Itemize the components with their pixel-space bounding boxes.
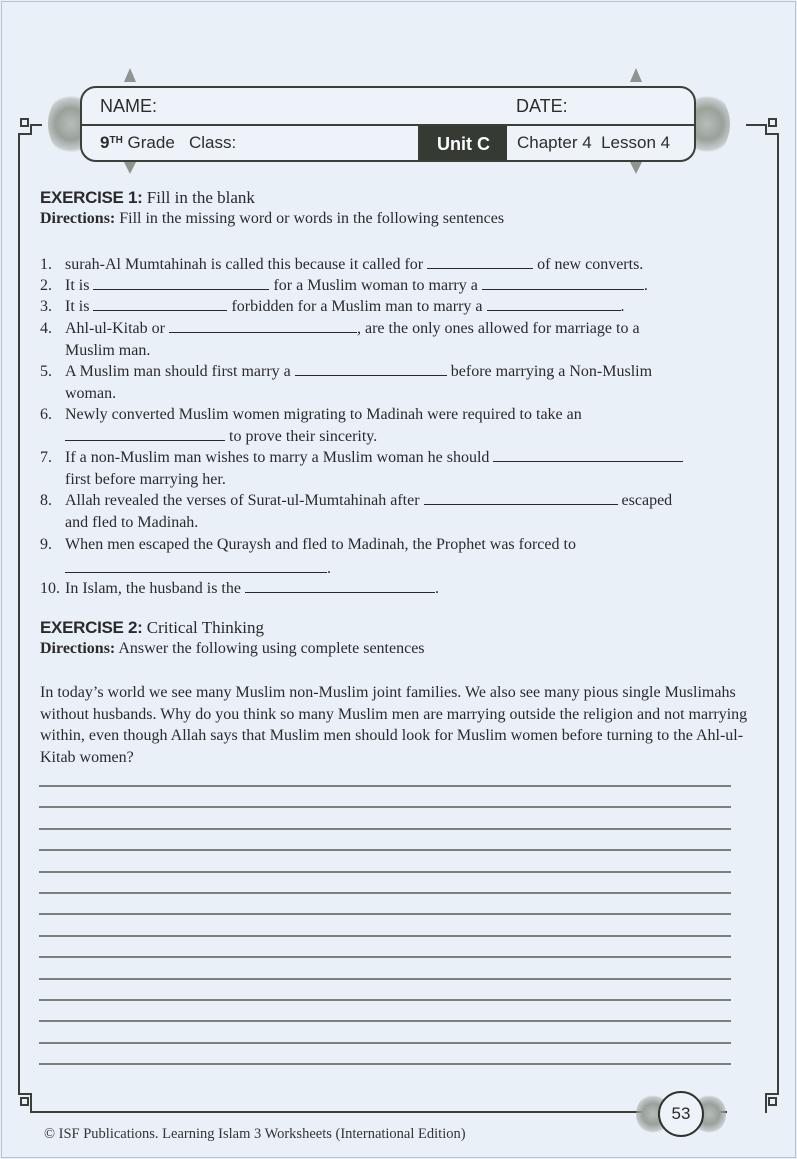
finial-top-left [124, 68, 136, 82]
question-8 [40, 490, 672, 533]
page-number: 53 [658, 1091, 704, 1137]
answer-writing-line[interactable] [39, 785, 731, 787]
question-text: It is [65, 298, 94, 315]
question-text: A Muslim man should first marry a [65, 363, 295, 380]
grade-class-label [100, 133, 236, 153]
answer-blank[interactable] [427, 254, 533, 269]
question-text: . [620, 298, 625, 315]
exercise2-heading: EXERCISE 2: [40, 618, 143, 637]
question-1 [40, 254, 643, 276]
exercise1-subheading: Fill in the blank [146, 188, 255, 207]
date-label: DATE: [516, 96, 568, 116]
class-label: Class: [188, 133, 237, 152]
answer-writing-line[interactable] [39, 871, 731, 873]
answer-writing-line[interactable] [39, 806, 731, 808]
question-5 [40, 361, 652, 404]
header-row-class [82, 126, 694, 162]
answer-blank[interactable] [245, 578, 435, 593]
question-number: 1. [40, 256, 52, 273]
question-9 [40, 533, 576, 581]
question-text: If a non-Muslim man wishes to marry a Muslim woman he should [65, 449, 494, 466]
question-text: . [434, 580, 439, 597]
question-number: 7. [40, 449, 52, 466]
finial-bottom-left [124, 162, 136, 174]
question-number: 10. [40, 580, 60, 597]
question-number: 9. [40, 536, 52, 553]
question-text: Allah revealed the verses of Surat-ul-Mumtahinah after [65, 492, 424, 509]
question-10 [40, 578, 439, 600]
chapter-lesson-label: Chapter 4 Lesson 4 [517, 133, 671, 152]
answer-writing-line[interactable] [39, 956, 731, 958]
answer-writing-line[interactable] [39, 935, 731, 937]
question-text: of new converts. [533, 256, 644, 273]
question-number: 2. [40, 277, 52, 294]
copyright-footer: © ISF Publications. Learning Islam 3 Worksheets (International Edition) [44, 1126, 466, 1142]
directions-text: Answer the following using complete sentences [118, 640, 425, 657]
question-text: , are the only ones allowed for marriage to a [356, 320, 640, 337]
question-text: for a Muslim woman to marry a [269, 277, 482, 294]
finial-top-right [630, 68, 642, 82]
question-7 [40, 447, 683, 490]
answer-blank[interactable] [295, 361, 447, 376]
question-number: 4. [40, 320, 52, 337]
name-label: NAME: [100, 96, 158, 116]
question-continuation: first before marrying her. [65, 470, 226, 488]
answer-writing-line[interactable] [39, 1020, 731, 1022]
question-4 [40, 318, 640, 361]
grade-label: Grade [127, 133, 175, 152]
question-text: Newly converted Muslim women migrating to Madinah were required to take an [65, 406, 582, 423]
answer-blank[interactable] [482, 275, 644, 290]
frame-knot-bottom-right [768, 1097, 777, 1106]
question-number: 3. [40, 298, 52, 315]
question-text: In Islam, the husband is the [65, 580, 245, 597]
question-3 [40, 296, 625, 318]
worksheet-header [80, 86, 696, 162]
question-text: escaped [617, 492, 673, 509]
finial-bottom-right [630, 162, 642, 174]
answer-blank[interactable] [424, 490, 618, 505]
answer-writing-line[interactable] [39, 849, 731, 851]
grade-number: 9 [100, 133, 110, 152]
question-number: 8. [40, 492, 52, 509]
answer-blank[interactable] [65, 558, 327, 573]
frame-knot-top-right [768, 118, 777, 127]
answer-blank[interactable] [93, 296, 227, 311]
question-continuation: woman. [65, 384, 117, 402]
question-text: forbidden for a Muslim man to marry a [227, 298, 487, 315]
answer-writing-line[interactable] [39, 828, 731, 830]
question-text: When men escaped the Quraysh and fled to Madinah, the Prophet was forced to [65, 536, 576, 553]
exercise2-subheading: Critical Thinking [146, 618, 265, 637]
answer-blank[interactable] [493, 447, 683, 462]
question-number: 5. [40, 363, 52, 380]
exercise1-directions [40, 210, 504, 228]
question-continuation: Muslim man. [65, 341, 151, 359]
answer-blank[interactable] [65, 426, 225, 441]
exercise1-heading: EXERCISE 1: [40, 188, 143, 207]
answer-blank[interactable] [169, 318, 357, 333]
question-text: It is [65, 277, 94, 294]
grade-suffix: TH [109, 135, 123, 146]
question-6 [40, 404, 582, 447]
directions-label: Directions: [40, 640, 116, 657]
answer-writing-line[interactable] [39, 892, 731, 894]
exercise2-directions [40, 640, 425, 658]
question-2 [40, 275, 648, 297]
answer-writing-line[interactable] [39, 999, 731, 1001]
question-continuation: to prove their sincerity. [225, 427, 378, 445]
question-text: . [643, 277, 648, 294]
directions-label: Directions: [40, 210, 116, 227]
question-continuation: and fled to Madinah. [65, 513, 199, 531]
answer-writing-line[interactable] [39, 1063, 731, 1065]
answer-blank[interactable] [487, 296, 621, 311]
answer-writing-line[interactable] [39, 913, 731, 915]
answer-writing-line[interactable] [39, 1042, 731, 1044]
frame-knot-top-left [20, 118, 29, 127]
exercise2-title [40, 618, 264, 638]
question-text: surah-Al Mumtahinah is called this because it called for [65, 256, 428, 273]
header-row-name-date [82, 88, 694, 126]
question-number: 6. [40, 406, 52, 423]
answer-writing-line[interactable] [39, 978, 731, 980]
critical-thinking-prompt: In today’s world we see many Muslim non-Muslim joint families. We also see many pious single Muslimahs without husbands. Why do you think so many Muslim men are marrying outside the religion and not marrying within, even though Allah says that Muslim men should look for Muslim women before turning to the Ahl-ul-Kitab women? [40, 684, 748, 766]
answer-blank[interactable] [93, 275, 269, 290]
frame-knot-bottom-left [20, 1097, 29, 1106]
question-text: Ahl-ul-Kitab or [65, 320, 169, 337]
question-continuation: . [327, 560, 331, 577]
question-text: before marrying a Non-Muslim [446, 363, 653, 380]
exercise1-title [40, 188, 255, 208]
directions-text: Fill in the missing word or words in the following sentences [119, 210, 505, 227]
unit-badge: Unit C [420, 126, 507, 162]
